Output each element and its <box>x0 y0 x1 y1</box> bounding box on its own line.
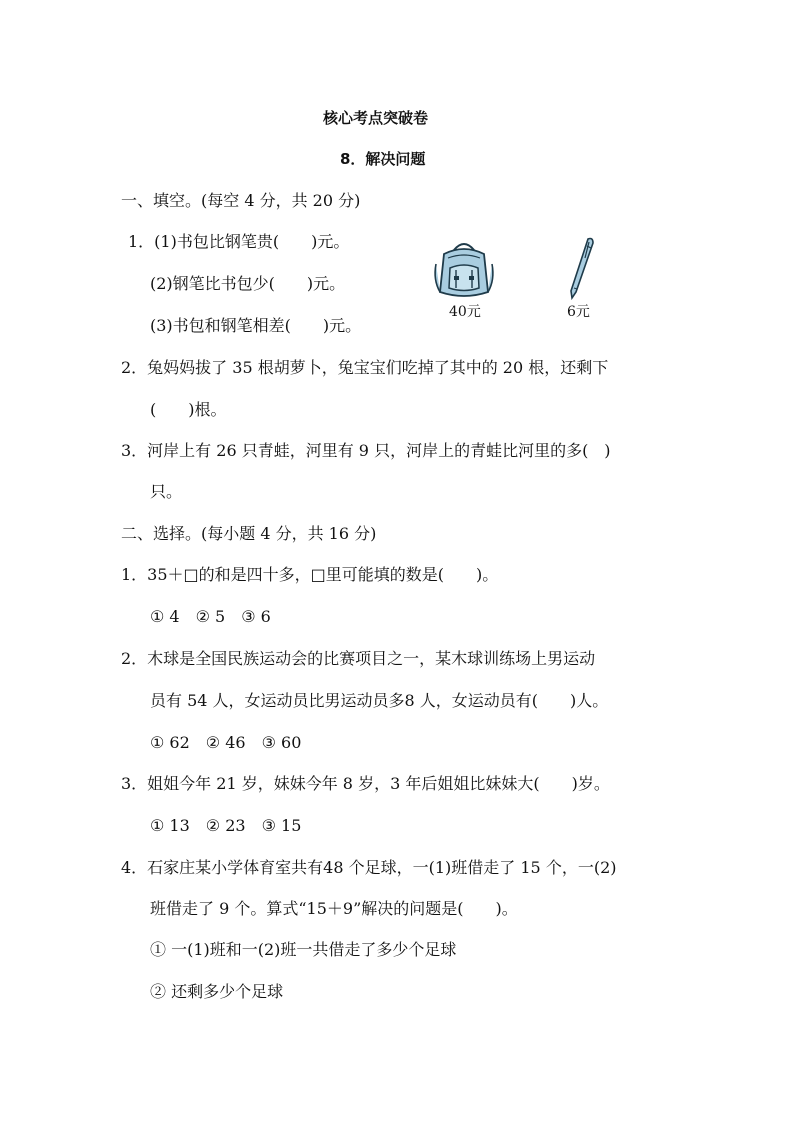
choice-question-2-line-2: 员有 54 人，女运动员比男运动员多8 人，女运动员有( )人。 <box>150 691 609 710</box>
section-heading-fill-in: 一、填空。(每空 4 分，共 20 分) <box>121 191 361 210</box>
page-subtitle: 8．解决问题 <box>340 150 426 168</box>
choice-question-1: 1．35＋□的和是四十多，□里可能填的数是( )。 <box>121 565 499 584</box>
choice-question-2-options: ① 62 ② 46 ③ 60 <box>150 733 302 752</box>
question-2-line-1: 2．兔妈妈拔了 35 根胡萝卜，兔宝宝们吃掉了其中的 20 根，还剩下 <box>121 358 609 377</box>
page-title: 核心考点突破卷 <box>323 109 429 127</box>
backpack-price: 40元 <box>449 304 481 320</box>
question-3-line-2: 只。 <box>150 482 183 501</box>
choice-question-3: 3．姐姐今年 21 岁，妹妹今年 8 岁，3 年后姐姐比妹妹大( )岁。 <box>121 774 610 793</box>
section-heading-choice: 二、选择。(每小题 4 分，共 16 分) <box>121 524 377 543</box>
choice-question-4-option-1: ① 一(1)班和一(2)班一共借走了多少个足球 <box>150 940 457 959</box>
question-3-line-1: 3．河岸上有 26 只青蛙，河里有 9 只，河岸上的青蛙比河里的多( ) <box>121 441 611 460</box>
backpack-icon <box>432 240 496 300</box>
pen-icon <box>562 236 602 302</box>
question-1-part-3: (3)书包和钢笔相差( )元。 <box>150 316 362 335</box>
question-1-part-1: 1．(1)书包比钢笔贵( )元。 <box>128 232 350 251</box>
question-1-part-2: (2)钢笔比书包少( )元。 <box>150 274 346 293</box>
question-2-line-2: ( )根。 <box>150 400 227 419</box>
pen-price: 6元 <box>567 304 590 320</box>
choice-question-4-line-1: 4．石家庄某小学体育室共有48 个足球，一(1)班借走了 15 个，一(2) <box>121 858 617 877</box>
choice-question-1-options: ① 4 ② 5 ③ 6 <box>150 607 271 626</box>
choice-question-3-options: ① 13 ② 23 ③ 15 <box>150 816 302 835</box>
choice-question-4-line-2: 班借走了 9 个。算式“15＋9”解决的问题是( )。 <box>150 899 518 918</box>
choice-question-2-line-1: 2．木球是全国民族运动会的比赛项目之一，某木球训练场上男运动 <box>121 649 596 668</box>
choice-question-4-option-2: ② 还剩多少个足球 <box>150 982 284 1001</box>
